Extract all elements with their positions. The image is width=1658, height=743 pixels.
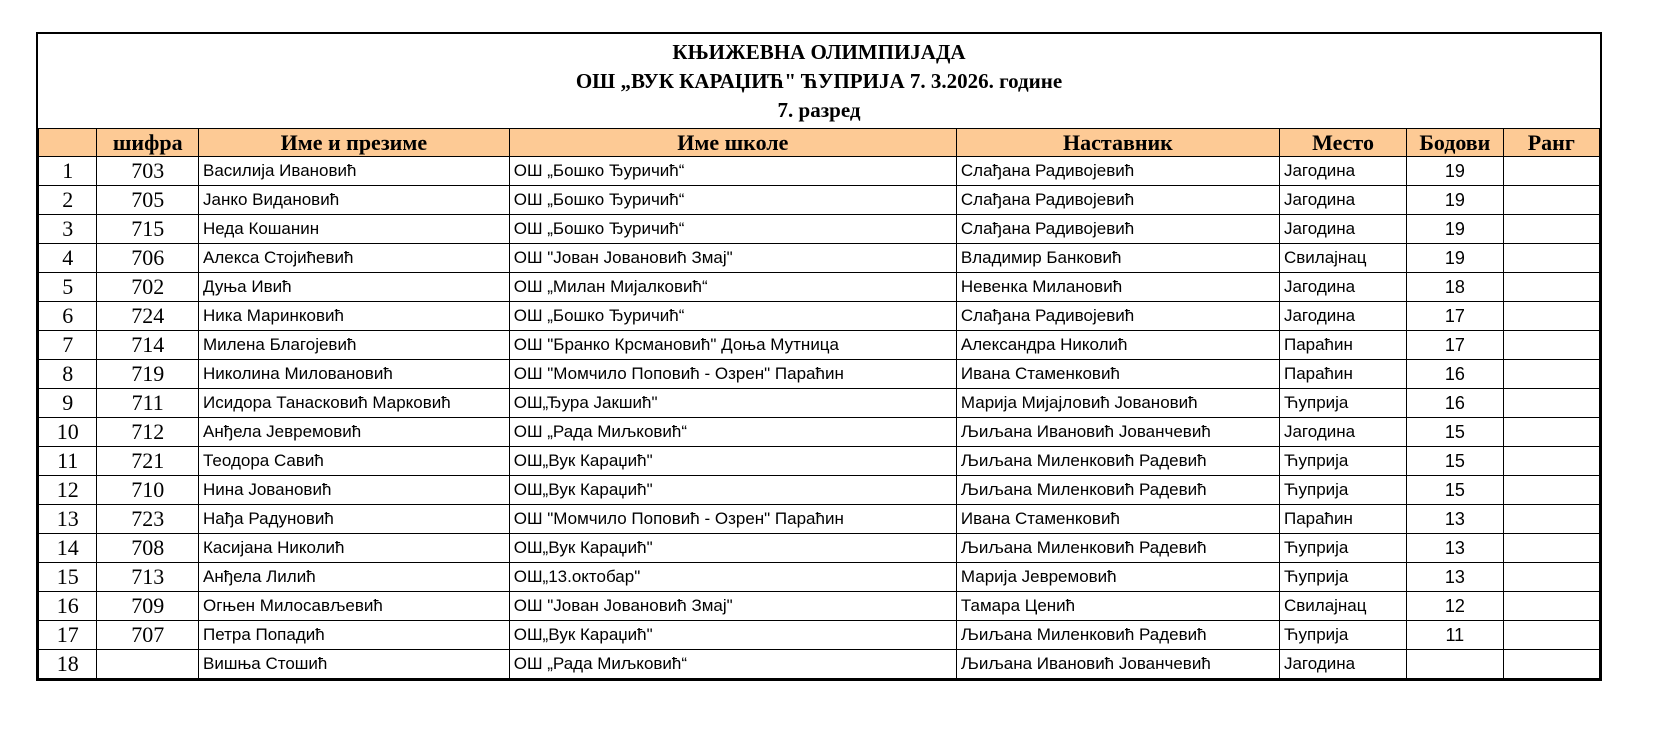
points-value: 16 bbox=[1407, 360, 1503, 389]
rank-value bbox=[1503, 360, 1599, 389]
participant-name: Петра Попадић bbox=[198, 621, 509, 650]
participant-code: 723 bbox=[97, 505, 199, 534]
row-index: 8 bbox=[39, 360, 97, 389]
school-name: ОШ „Бошко Ђуричић“ bbox=[509, 157, 956, 186]
points-value: 15 bbox=[1407, 447, 1503, 476]
row-index: 13 bbox=[39, 505, 97, 534]
table-row bbox=[39, 592, 1600, 621]
place-name: Свилајнац bbox=[1279, 244, 1406, 273]
rank-value bbox=[1503, 418, 1599, 447]
table-row bbox=[39, 302, 1600, 331]
row-index: 6 bbox=[39, 302, 97, 331]
header-points: Бодови bbox=[1407, 129, 1503, 157]
place-name: Ћуприја bbox=[1279, 476, 1406, 505]
rank-value bbox=[1503, 302, 1599, 331]
place-name: Јагодина bbox=[1279, 215, 1406, 244]
points-value: 19 bbox=[1407, 244, 1503, 273]
participant-name: Ника Маринковић bbox=[198, 302, 509, 331]
participant-code: 719 bbox=[97, 360, 199, 389]
points-value: 17 bbox=[1407, 331, 1503, 360]
school-name: ОШ "Јован Јовановић Змај" bbox=[509, 592, 956, 621]
points-value: 12 bbox=[1407, 592, 1503, 621]
participant-name: Нина Јовановић bbox=[198, 476, 509, 505]
participant-name: Василија Ивановић bbox=[198, 157, 509, 186]
table-row bbox=[39, 186, 1600, 215]
participant-code bbox=[97, 650, 199, 679]
participant-name: Огњен Милосављевић bbox=[198, 592, 509, 621]
header-teacher: Наставник bbox=[956, 129, 1279, 157]
table-row bbox=[39, 389, 1600, 418]
place-name: Параћин bbox=[1279, 360, 1406, 389]
points-value bbox=[1407, 650, 1503, 679]
teacher-name: Владимир Банковић bbox=[956, 244, 1279, 273]
teacher-name: Невенка Милановић bbox=[956, 273, 1279, 302]
school-name: ОШ„Вук Караџић" bbox=[509, 476, 956, 505]
place-name: Јагодина bbox=[1279, 157, 1406, 186]
results-table bbox=[38, 128, 1600, 679]
place-name: Ћуприја bbox=[1279, 563, 1406, 592]
school-name: ОШ „Рада Миљковић“ bbox=[509, 418, 956, 447]
teacher-name: Љиљана Миленковић Радевић bbox=[956, 447, 1279, 476]
participant-code: 709 bbox=[97, 592, 199, 621]
place-name: Ћуприја bbox=[1279, 447, 1406, 476]
table-row bbox=[39, 650, 1600, 679]
participant-code: 706 bbox=[97, 244, 199, 273]
rank-value bbox=[1503, 244, 1599, 273]
rank-value bbox=[1503, 505, 1599, 534]
points-value: 19 bbox=[1407, 186, 1503, 215]
school-name: ОШ "Момчило Поповић - Озрен" Параћин bbox=[509, 505, 956, 534]
participant-name: Нађа Радуновић bbox=[198, 505, 509, 534]
participant-name: Николина Миловановић bbox=[198, 360, 509, 389]
school-name: ОШ„Ђура Јакшић" bbox=[509, 389, 956, 418]
header-code: шифра bbox=[97, 129, 199, 157]
header-row bbox=[39, 129, 1600, 157]
points-value: 16 bbox=[1407, 389, 1503, 418]
table-row bbox=[39, 331, 1600, 360]
row-index: 15 bbox=[39, 563, 97, 592]
title-block bbox=[38, 34, 1600, 128]
row-index: 18 bbox=[39, 650, 97, 679]
place-name: Јагодина bbox=[1279, 650, 1406, 679]
participant-name: Исидора Танасковић Марковић bbox=[198, 389, 509, 418]
school-name: ОШ „Бошко Ђуричић“ bbox=[509, 186, 956, 215]
teacher-name: Љиљана Миленковић Радевић bbox=[956, 534, 1279, 563]
table-row bbox=[39, 476, 1600, 505]
participant-code: 714 bbox=[97, 331, 199, 360]
participant-code: 707 bbox=[97, 621, 199, 650]
place-name: Јагодина bbox=[1279, 186, 1406, 215]
table-row bbox=[39, 534, 1600, 563]
place-name: Ћуприја bbox=[1279, 534, 1406, 563]
points-value: 19 bbox=[1407, 157, 1503, 186]
header-school: Име школе bbox=[509, 129, 956, 157]
teacher-name: Слађана Радивојевић bbox=[956, 215, 1279, 244]
participant-name: Алекса Стојићевић bbox=[198, 244, 509, 273]
table-row bbox=[39, 418, 1600, 447]
participant-code: 712 bbox=[97, 418, 199, 447]
row-index: 3 bbox=[39, 215, 97, 244]
points-value: 13 bbox=[1407, 534, 1503, 563]
table-row bbox=[39, 505, 1600, 534]
teacher-name: Марија Јевремовић bbox=[956, 563, 1279, 592]
place-name: Свилајнац bbox=[1279, 592, 1406, 621]
participant-code: 715 bbox=[97, 215, 199, 244]
row-index: 16 bbox=[39, 592, 97, 621]
table-row bbox=[39, 360, 1600, 389]
row-index: 9 bbox=[39, 389, 97, 418]
row-index: 2 bbox=[39, 186, 97, 215]
school-name: ОШ„Вук Караџић" bbox=[509, 534, 956, 563]
participant-code: 710 bbox=[97, 476, 199, 505]
school-name: ОШ „Рада Миљковић“ bbox=[509, 650, 956, 679]
row-index: 10 bbox=[39, 418, 97, 447]
place-name: Јагодина bbox=[1279, 273, 1406, 302]
table-row bbox=[39, 447, 1600, 476]
participant-code: 721 bbox=[97, 447, 199, 476]
teacher-name: Љиљана Ивановић Јованчевић bbox=[956, 418, 1279, 447]
rank-value bbox=[1503, 447, 1599, 476]
school-name: ОШ„13.октобар" bbox=[509, 563, 956, 592]
school-name: ОШ "Момчило Поповић - Озрен" Параћин bbox=[509, 360, 956, 389]
rank-value bbox=[1503, 389, 1599, 418]
title-line-3: 7. разред bbox=[777, 98, 861, 122]
school-name: ОШ„Вук Караџић" bbox=[509, 621, 956, 650]
rank-value bbox=[1503, 215, 1599, 244]
participant-name: Вишња Стошић bbox=[198, 650, 509, 679]
header-rank: Ранг bbox=[1503, 129, 1599, 157]
participant-name: Касијана Николић bbox=[198, 534, 509, 563]
school-name: ОШ „Милан Мијалковић“ bbox=[509, 273, 956, 302]
points-value: 15 bbox=[1407, 418, 1503, 447]
participant-code: 705 bbox=[97, 186, 199, 215]
header-index bbox=[39, 129, 97, 157]
rank-value bbox=[1503, 534, 1599, 563]
title-line-2: ОШ „ВУК КАРАЏИЋ" ЋУПРИЈА 7. 3.2026. године bbox=[575, 69, 1063, 93]
row-index: 7 bbox=[39, 331, 97, 360]
participant-code: 703 bbox=[97, 157, 199, 186]
school-name: ОШ„Вук Караџић" bbox=[509, 447, 956, 476]
participant-code: 702 bbox=[97, 273, 199, 302]
teacher-name: Љиљана Миленковић Радевић bbox=[956, 621, 1279, 650]
table-row bbox=[39, 215, 1600, 244]
rank-value bbox=[1503, 592, 1599, 621]
participant-name: Анђела Лилић bbox=[198, 563, 509, 592]
place-name: Ћуприја bbox=[1279, 389, 1406, 418]
points-value: 18 bbox=[1407, 273, 1503, 302]
row-index: 17 bbox=[39, 621, 97, 650]
participant-code: 708 bbox=[97, 534, 199, 563]
participant-name: Јанко Видановић bbox=[198, 186, 509, 215]
table-row bbox=[39, 273, 1600, 302]
teacher-name: Тамара Ценић bbox=[956, 592, 1279, 621]
points-value: 19 bbox=[1407, 215, 1503, 244]
row-index: 1 bbox=[39, 157, 97, 186]
points-value: 15 bbox=[1407, 476, 1503, 505]
teacher-name: Љиљана Ивановић Јованчевић bbox=[956, 650, 1279, 679]
participant-code: 713 bbox=[97, 563, 199, 592]
participant-name: Теодора Савић bbox=[198, 447, 509, 476]
teacher-name: Слађана Радивојевић bbox=[956, 186, 1279, 215]
results-sheet bbox=[36, 32, 1602, 681]
points-value: 11 bbox=[1407, 621, 1503, 650]
rank-value bbox=[1503, 650, 1599, 679]
teacher-name: Ивана Стаменковић bbox=[956, 360, 1279, 389]
place-name: Параћин bbox=[1279, 505, 1406, 534]
rank-value bbox=[1503, 621, 1599, 650]
points-value: 13 bbox=[1407, 505, 1503, 534]
place-name: Параћин bbox=[1279, 331, 1406, 360]
table-row bbox=[39, 244, 1600, 273]
points-value: 17 bbox=[1407, 302, 1503, 331]
rank-value bbox=[1503, 563, 1599, 592]
row-index: 4 bbox=[39, 244, 97, 273]
participant-name: Анђела Јевремовић bbox=[198, 418, 509, 447]
teacher-name: Љиљана Миленковић Радевић bbox=[956, 476, 1279, 505]
participant-name: Милена Благојевић bbox=[198, 331, 509, 360]
teacher-name: Слађана Радивојевић bbox=[956, 157, 1279, 186]
teacher-name: Слађана Радивојевић bbox=[956, 302, 1279, 331]
school-name: ОШ "Јован Јовановић Змај" bbox=[509, 244, 956, 273]
title-line-1: КЊИЖЕВНА ОЛИМПИЈАДА bbox=[672, 40, 966, 64]
participant-name: Неда Кошанин bbox=[198, 215, 509, 244]
school-name: ОШ „Бошко Ђуричић“ bbox=[509, 215, 956, 244]
points-value: 13 bbox=[1407, 563, 1503, 592]
rank-value bbox=[1503, 273, 1599, 302]
header-name: Име и презиме bbox=[198, 129, 509, 157]
place-name: Јагодина bbox=[1279, 418, 1406, 447]
place-name: Ћуприја bbox=[1279, 621, 1406, 650]
row-index: 11 bbox=[39, 447, 97, 476]
row-index: 14 bbox=[39, 534, 97, 563]
participant-code: 711 bbox=[97, 389, 199, 418]
teacher-name: Ивана Стаменковић bbox=[956, 505, 1279, 534]
teacher-name: Александра Николић bbox=[956, 331, 1279, 360]
table-row bbox=[39, 157, 1600, 186]
header-place: Место bbox=[1279, 129, 1406, 157]
row-index: 5 bbox=[39, 273, 97, 302]
school-name: ОШ „Бошко Ђуричић“ bbox=[509, 302, 956, 331]
school-name: ОШ "Бранко Крсмановић" Доња Мутница bbox=[509, 331, 956, 360]
participant-name: Дуња Ивић bbox=[198, 273, 509, 302]
teacher-name: Марија Мијајловић Јовановић bbox=[956, 389, 1279, 418]
row-index: 12 bbox=[39, 476, 97, 505]
participant-code: 724 bbox=[97, 302, 199, 331]
table-row bbox=[39, 621, 1600, 650]
table-row bbox=[39, 563, 1600, 592]
rank-value bbox=[1503, 476, 1599, 505]
rank-value bbox=[1503, 331, 1599, 360]
rank-value bbox=[1503, 186, 1599, 215]
results-body bbox=[39, 157, 1600, 679]
rank-value bbox=[1503, 157, 1599, 186]
place-name: Јагодина bbox=[1279, 302, 1406, 331]
